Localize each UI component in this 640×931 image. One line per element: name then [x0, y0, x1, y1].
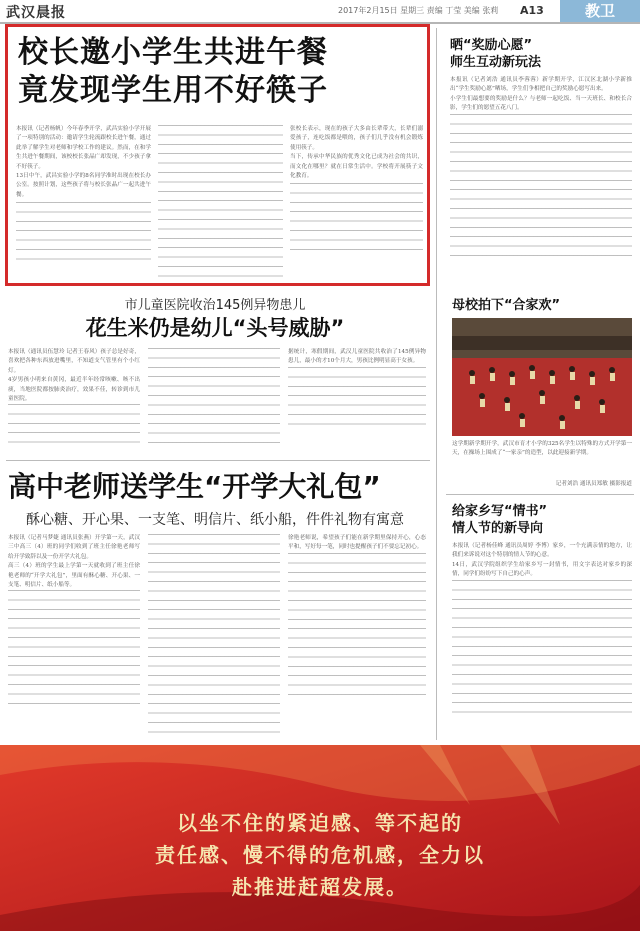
slogan-banner [0, 745, 640, 931]
section-divider [6, 460, 430, 461]
right1-body [450, 76, 632, 284]
right1-paragraph-2: 小学生们最想要的奖励是什么？与老师一起吃饭、当一天班长、和校长合影，学生们的愿望五花八门。 [450, 95, 632, 112]
gift-col-3 [288, 534, 426, 740]
gift-paragraph-2: 高三（4）班的学生最上学第一天就收到了班主任徐艳老师的“开学大礼包”，里面有酥心糖、开心果、一支笔、明信片、纸小船等。 [8, 563, 140, 589]
lead-paragraph-3: 张校长表示，现在的孩子大多由长辈带大，长辈们溺爱孩子，连吃饭都是喂的，孩子们几乎没有机会锻炼使用筷子。 [290, 126, 423, 151]
lead-paragraph-4: 当下，传承中华民族的优秀文化已成为社会的共识，而文化在哪里？就在日常生活中。学校将开展筷子文化教育。 [290, 154, 423, 180]
photo-illustration [452, 318, 632, 436]
text-lines [450, 114, 632, 264]
hospital-col-2 [148, 348, 280, 453]
hospital-paragraph-3: 据统计，寒假期间，武汉儿童医院共收治了145例异物患儿，最小的才10个月大，男孩比例明显高于女孩。 [288, 349, 426, 365]
page-number: A13 [520, 4, 544, 17]
slogan-line3: 赴推进赶超发展。 [232, 875, 408, 899]
text-lines [8, 404, 140, 444]
right2-headline-line1: 给家乡写“情书” [452, 504, 548, 519]
lead-headline-line1: 校长邀小学生共进午餐 [18, 35, 328, 70]
hospital-col-3 [288, 348, 426, 453]
hospital-paragraph-1: 本报讯（通讯员伍慧玲 记者王春风）孩子总是好奇，喜欢把各种东西放进嘴里，不知道支气管里有个小红灯。 [8, 349, 140, 374]
text-lines [8, 590, 140, 710]
slogan-line2: 责任感、慢不得的危机感，全力以 [155, 843, 485, 867]
text-lines [148, 534, 280, 738]
photo-credit: 记者刘浩 通讯员郑敏 摄影报道 [555, 481, 632, 487]
gift-paragraph-1: 本报讯（记者马梦婕 通讯员张燕）开学第一天，武汉三中高三（4）班的同学们收到了班主任徐艳老师写给开学致辞以及一份开学大礼包。 [8, 535, 140, 560]
lead-headline-line2: 竟发现学生用不好筷子 [18, 73, 328, 108]
column-divider [436, 28, 437, 740]
text-lines [158, 125, 283, 279]
right1-headline-line2: 师生互动新玩法 [450, 55, 542, 70]
text-lines [290, 183, 423, 253]
text-lines [288, 367, 426, 427]
lead-story [5, 24, 430, 286]
slogan-line1: 以坐不住的紧迫感、等不起的 [177, 811, 463, 835]
lead-intro: 本报讯（记者杨帆）今年春季开学，武昌实验小学开展了一项特别的活动：邀请学生轮流跟校长进午餐，通过此举了解学生对老师和学校工作的建议。然而，在和学生共进午餐期间，该校校长张晶广却发现，不少孩子拿不好筷子。 [16, 126, 151, 170]
text-lines [452, 580, 632, 720]
right2-paragraph-1: 本报讯（记者杨佳峰 通讯员周婷 李博）家乡，一个充满亲情的地方，让我们来诉说对这个特别的情人节的心意。 [452, 543, 632, 559]
text-lines [148, 348, 280, 451]
banner-background [0, 745, 640, 931]
right2-paragraph-2: 14日，武汉学院组织学生给家乡写一封情书，用文字表达对家乡的深情，同学们纷纷写下自己的心声。 [452, 561, 632, 578]
lead-col-1 [16, 125, 151, 281]
photo-caption: 这学期新学期开学，武汉市育才小学的325名学生以特殊的方式开学第一天，在操场上围成了“一家亲”的造型，以此迎接新学期。 [452, 441, 632, 457]
lead-col-2 [158, 125, 283, 281]
hospital-kicker: 市儿童医院收治145例异物患儿 [124, 298, 306, 313]
right2-body [452, 542, 632, 740]
lead-col-3 [290, 125, 423, 281]
gift-col-1 [8, 534, 140, 740]
section-label: 教卫 [560, 0, 640, 22]
right2-headline-line2: 情人节的新导向 [452, 521, 544, 536]
hospital-headline: 花生米仍是幼儿“头号威胁” [85, 316, 345, 340]
text-lines [288, 553, 426, 703]
section-divider [446, 494, 634, 495]
hospital-col-1 [8, 348, 140, 453]
group-photo [452, 318, 632, 436]
lead-paragraph-2: 13日中午，武昌实验小学的8名同学准时出现在校长办公室。按照计划，这些孩子将与校长张晶广一起共进午餐。 [16, 173, 151, 198]
photo-headline: 母校拍下“合家欢” [452, 298, 561, 313]
masthead: 武汉晨报 [6, 5, 66, 21]
right1-headline-line1: 晒“奖励心愿” [450, 38, 533, 53]
issue-date: 2017年2月15日 星期三 责编 丁莹 美编 张莉 [338, 6, 499, 15]
gift-subhead: 酥心糖、开心果、一支笔、明信片、纸小船，件件礼物有寓意 [26, 512, 404, 528]
text-lines [16, 202, 151, 262]
gift-col-2 [148, 534, 280, 740]
hospital-paragraph-2: 4岁男孩小明来自黄冈，最近半年经常咳嗽、咳不出痰，当地医院都按肺炎治疗，效果不佳，转诊到市儿童医院。 [8, 377, 140, 403]
right1-paragraph-1: 本报讯（记者刘浩 通讯员李蓉蓉）新学期开学，江汉区北湖小学新推出“学生奖励心愿”晒场，学生们争相把自己的奖励心愿写出来。 [450, 77, 632, 93]
gift-paragraph-3: 徐艳老师说，希望孩子们能在新学期里保持开心，心态平和，写好每一笔，同时也提醒孩子们不要忘记初心。 [288, 535, 426, 551]
page-header [0, 0, 640, 24]
gift-headline: 高中老师送学生“开学大礼包” [8, 470, 381, 503]
